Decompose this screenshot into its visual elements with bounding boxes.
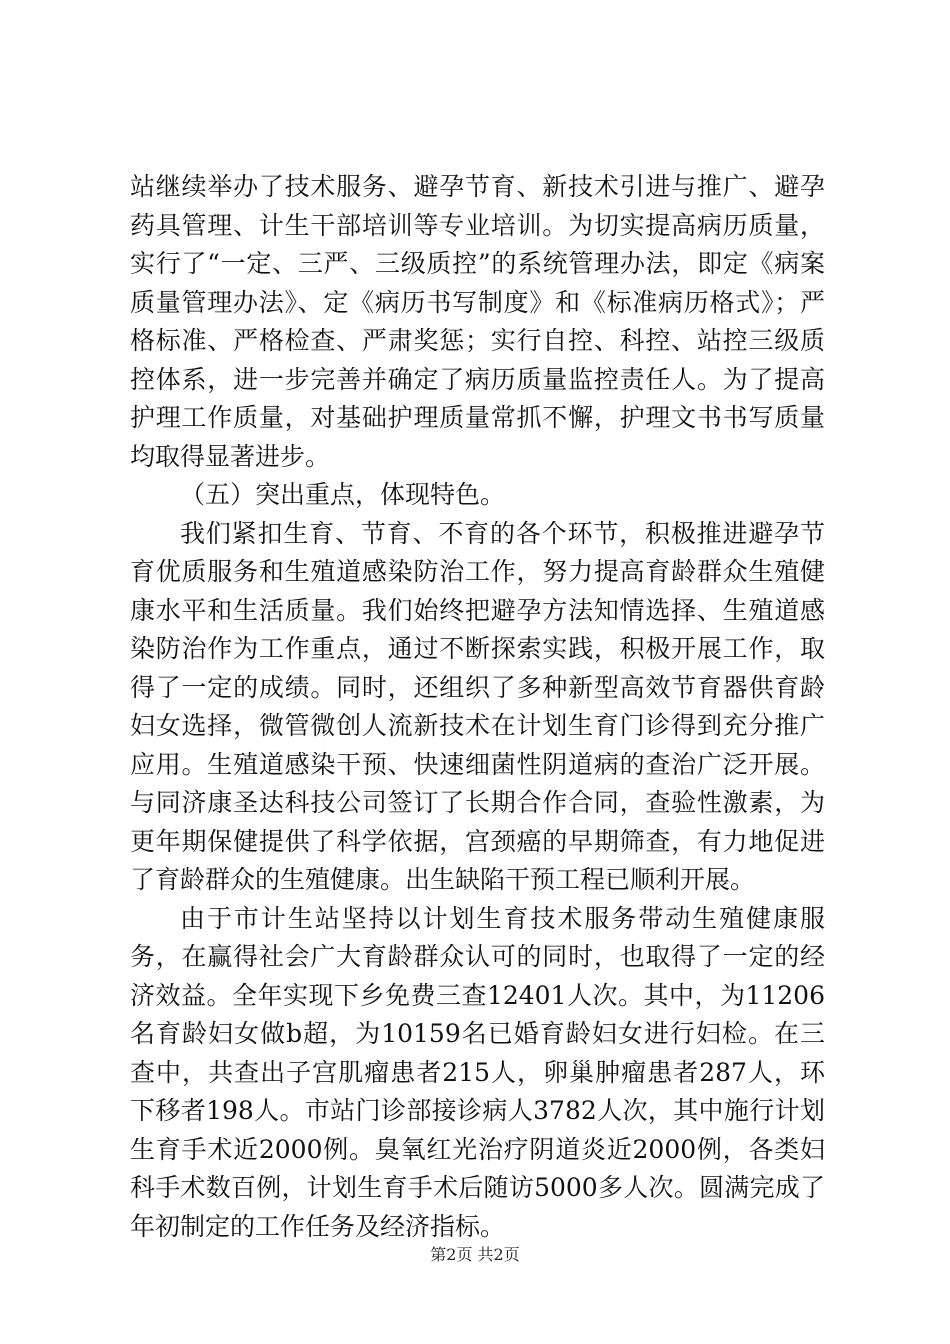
- document-body: [130, 168, 825, 1246]
- paragraph-continuation: 站继续举办了技术服务、避孕节育、新技术引进与推广、避孕药具管理、计生干部培训等专业培训。为切实提高病历质量，实行了“一定、三严、三级质控”的系统管理办法，即定《病案质量管理办法》、定《病历书写制度》和《标准病历格式》；严格标准、严格检查、严肃奖惩；实行自控、科控、站控三级质控体系，进一步完善并确定了病历质量监控责任人。为了提高护理工作质量，对基础护理质量常抓不懈，护理文书书写质量均取得显著进步。: [130, 172, 825, 471]
- page-footer: 第2页 共2页: [430, 1245, 520, 1264]
- section-heading: （五）突出重点，体现特色。: [180, 480, 506, 509]
- paragraph-services: 我们紧扣生育、节育、不育的各个环节，积极推进避孕节育优质服务和生殖道感染防治工作，努力提高育龄群众生殖健康水平和生活质量。我们始终把避孕方法知情选择、生殖道感染防治作为工作重点，通过不断探索实践，积极开展工作，取得了一定的成绩。同时，还组织了多种新型高效节育器供育龄妇女选择，微管微创人流新技术在计划生育门诊得到充分推广应用。生殖道感染干预、快速细菌性阴道病的查治广泛开展。与同济康圣达科技公司签订了长期合作合同，查验性激素，为更年期保健提供了科学依据，宫颈癌的早期筛查，有力地促进了育龄群众的生殖健康。出生缺陷干预工程已顺利开展。: [130, 518, 825, 894]
- paragraph-results: 由于市计生站坚持以计划生育技术服务带动生殖健康服务，在赢得社会广大育龄群众认可的同时，也取得了一定的经济效益。全年实现下乡免费三查12401人次。其中，为11206名育龄妇女做b超，为10159名已婚育龄妇女进行妇检。在三查中，共查出子宫肌瘤患者215人，卵巢肿瘤患者287人，环下移者198人。市站门诊部接诊病人3782人次，其中施行计划生育手术近2000例。臭氧红光治疗阴道炎近2000例，各类妇科手术数百例，计划生育手术后随访5000多人次。圆满完成了年初制定的工作任务及经济指标。: [130, 903, 825, 1241]
